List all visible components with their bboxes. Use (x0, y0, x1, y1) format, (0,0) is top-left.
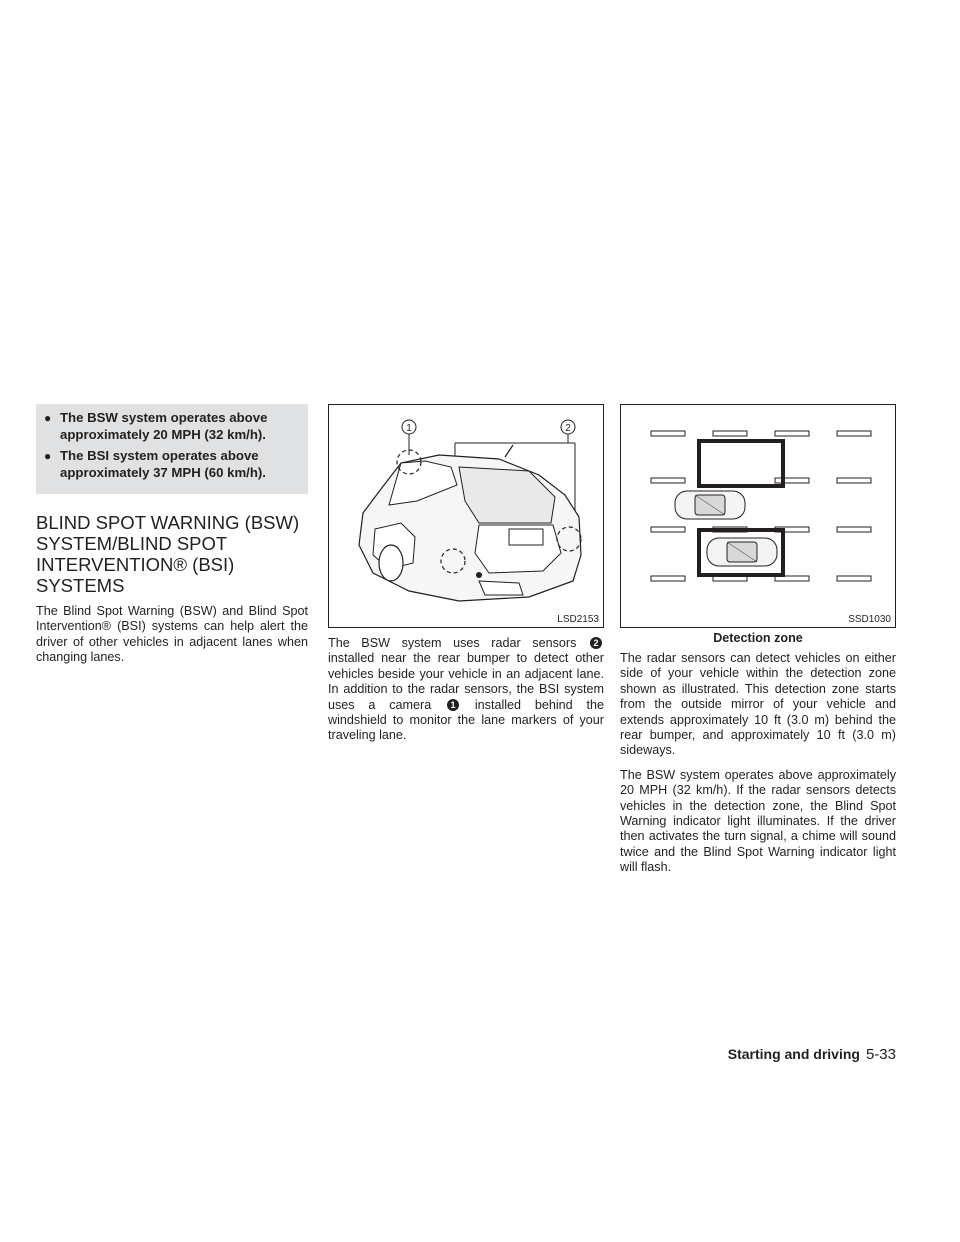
left-column (36, 404, 308, 675)
figure-caption: Detection zone (713, 631, 803, 645)
detection-zone-figure (620, 404, 896, 628)
figure-code: SSD1030 (848, 614, 891, 625)
vehicle-rear-illustration (329, 405, 605, 627)
middle-column (328, 404, 604, 753)
sensor-text-part3: installed behind the windshield to monitor the lane markers of your traveling lane. (328, 697, 604, 743)
sensor-text-part2: installed near the rear bumper to detect other vehicles beside your vehicle in an adjacent lane. In addition to the radar sensors, the BSI system uses a camera (328, 651, 604, 712)
sensor-text-part1: The BSW system uses radar sensors (328, 636, 577, 650)
callout-1: 1 (406, 423, 412, 434)
intro-paragraph: The Blind Spot Warning (BSW) and Blind Spot Intervention® (BSI) systems can help alert the driver of other vehicles in adjacent lanes when changing lanes. (36, 604, 308, 665)
detection-zone-diagram (621, 405, 897, 627)
note-item (44, 448, 300, 481)
footer-section: Starting and driving (727, 1046, 860, 1062)
callout-2: 2 (565, 423, 571, 434)
own-vehicle (707, 538, 777, 566)
figure-code: LSD2153 (557, 614, 599, 625)
sensor-paragraph (328, 636, 604, 744)
callout-ref-2: 2 (590, 637, 602, 649)
note-item (44, 410, 300, 443)
callout-ref-1: 1 (447, 699, 459, 711)
note-text: The BSI system operates above approximately 37 MPH (60 km/h). (60, 448, 266, 480)
section-heading: BLIND SPOT WARNING (BSW) SYSTEM/BLIND SPOT INTERVENTION® (BSI) SYSTEMS (36, 512, 300, 596)
operation-paragraph: The BSW system operates above approximately 20 MPH (32 km/h). If the radar sensors detects vehicles in the detection zone, the Blind Spot Warning indicator light illuminates. If the driver then activates the turn signal, a chime will sound twice and the Blind Spot Warning indicator light will flash. (620, 767, 896, 875)
bullet-icon: ● (44, 449, 52, 463)
zone-paragraph: The radar sensors can detect vehicles on either side of your vehicle within the detection zone shown as illustrated. This detection zone starts from the outside mirror of your vehicle and extends approximately 10 ft (3.0 m) behind the rear bumper, and approximately 10 ft (3.0 m) sideways. (620, 651, 896, 758)
page-footer (728, 1046, 896, 1063)
page-number: 5-33 (865, 1046, 896, 1063)
bullet-icon: ● (44, 411, 52, 425)
right-column (620, 404, 896, 885)
notes-box (36, 404, 308, 494)
adjacent-vehicle (675, 491, 745, 519)
note-text: The BSW system operates above approximately 20 MPH (32 km/h). (60, 410, 268, 442)
sensor-location-figure (328, 404, 604, 628)
